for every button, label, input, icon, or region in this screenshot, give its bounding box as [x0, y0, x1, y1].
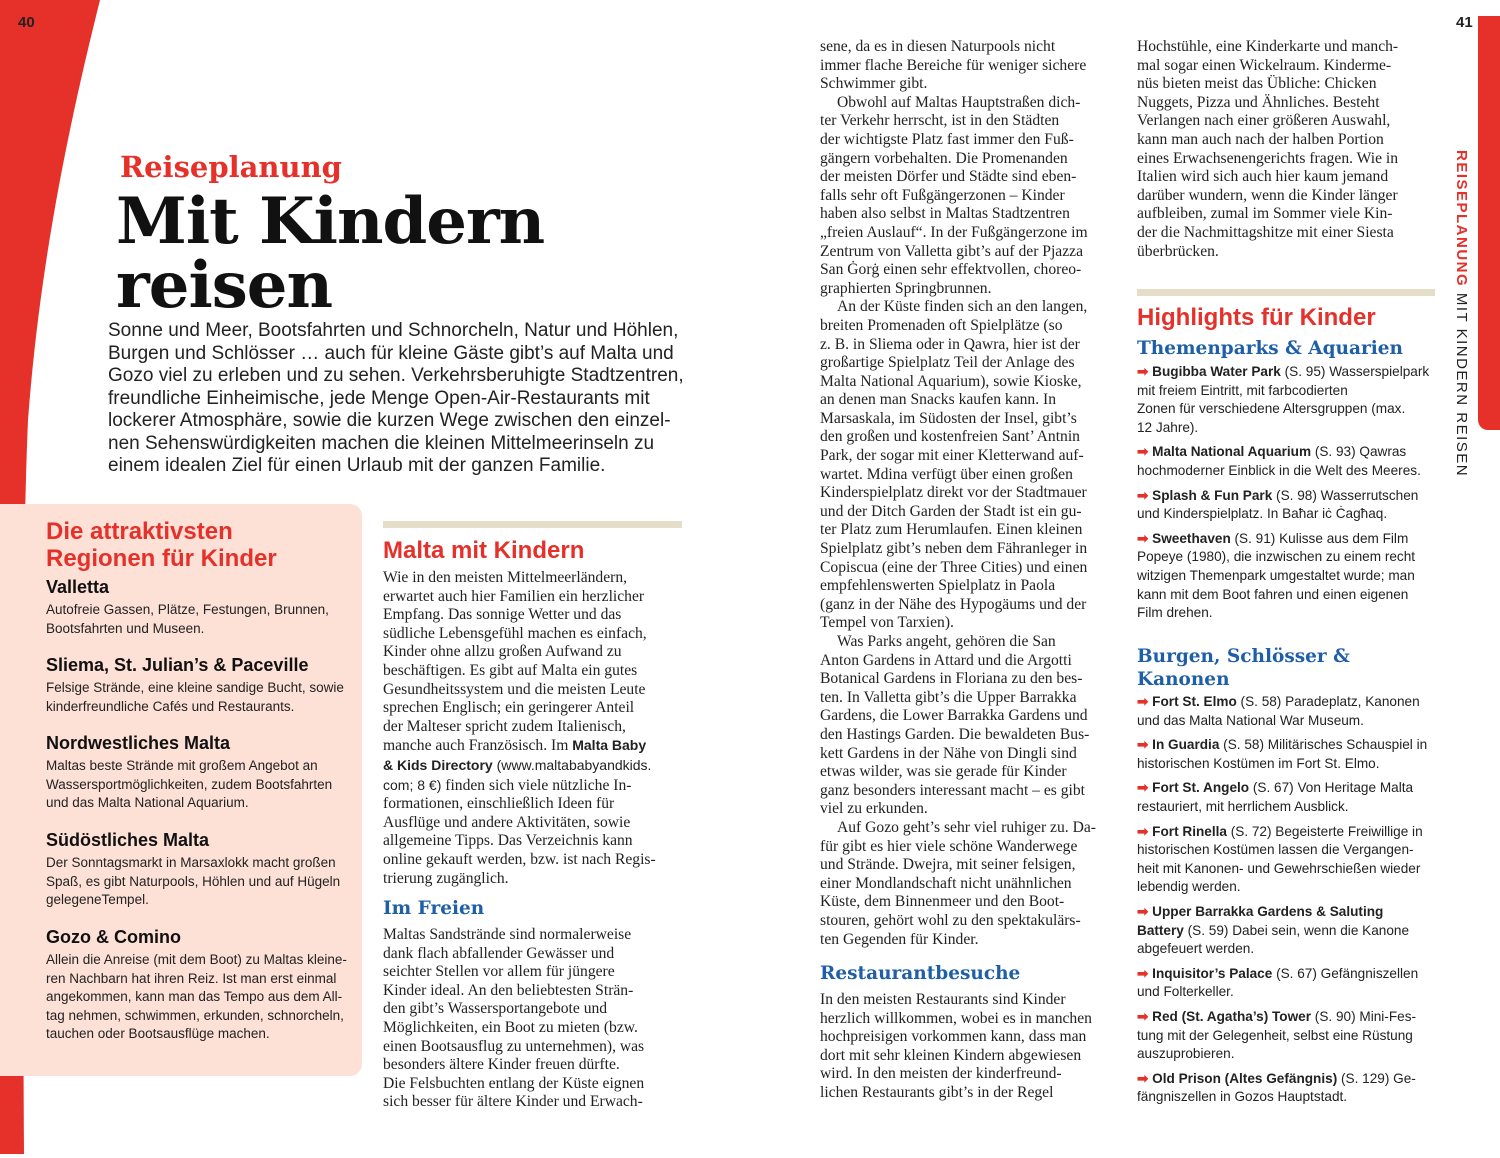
- text-line: immer flache Bereiche für weniger sichere: [820, 56, 1087, 74]
- text-line: [1137, 530, 1442, 549]
- text-line: trierung zugänglich.: [383, 869, 509, 887]
- region-text: Felsige Strände, eine kleine sandige Bucht, sowie: [46, 680, 344, 695]
- chapter-tab-light: MIT KINDERN REISEN: [1453, 287, 1470, 478]
- intro-line: einem idealen Ziel für einen Urlaub mit der ganzen Familie.: [108, 455, 606, 476]
- highlight-name: Upper Barrakka Gardens & Saluting: [1152, 903, 1384, 919]
- chapter-tab-bold: REISEPLANUNG: [1453, 150, 1470, 288]
- burgen-heading: [1137, 645, 1350, 691]
- text-line: der Malteser spricht zudem Italienisch,: [383, 717, 626, 735]
- text-line: [1137, 443, 1442, 462]
- text-line: erwartet auch hier Familien ein herzlicher: [383, 587, 645, 605]
- highlight-name: Fort St. Elmo: [1152, 694, 1237, 709]
- text-line: Tempel von Tarxien).: [820, 614, 954, 632]
- region-text: ren Nachbarn hat ihren Reiz. Ist man erst einmal: [46, 970, 337, 986]
- text-line: Nuggets, Pizza und Ähnliches. Besteht: [1137, 93, 1380, 111]
- text-line: etwas wilder, was sie gerade für Kinder: [820, 763, 1067, 781]
- text-line: [1137, 965, 1442, 984]
- text-line: online gekauft werden, bzw. ist nach Regis-: [383, 850, 656, 868]
- highlight-item: [1137, 530, 1442, 623]
- text-line: und der Ditch Garden der Stadt ist ein gu-: [820, 502, 1082, 520]
- text-line: Park, der sogar mit einer Kletterwand auf-: [820, 447, 1084, 465]
- text-line: kann mit dem Boot fahren und einen eigenen: [1137, 586, 1409, 602]
- text-line: [1137, 363, 1442, 382]
- text-line: ter Verkehr herrscht, ist in den Städten: [820, 112, 1060, 130]
- burgen-list: [1137, 693, 1442, 1107]
- text-line: Zonen für verschiedene Altersgruppen (max.: [1137, 401, 1406, 417]
- text-line: Botanical Gardens in Floriana zu den bes-: [820, 670, 1083, 688]
- region-item: [46, 733, 356, 830]
- text-line: tung mit der Gelegenheit, selbst eine Rüstung: [1137, 1027, 1413, 1043]
- highlight-item: [1137, 965, 1442, 1002]
- text-line: Was Parks angeht, gehören die San: [837, 633, 1056, 650]
- im-freien-heading: Im Freien: [383, 898, 485, 919]
- region-text: tag nehmen, schwimmen, erkunden, schnorcheln,: [46, 1007, 344, 1023]
- highlight-item: [1137, 823, 1442, 897]
- text-run: manche auch Französisch. Im: [383, 737, 573, 755]
- text-line: witzigen Themenpark umgestaltet wurde; man: [1137, 567, 1415, 583]
- text-line: [1137, 736, 1442, 755]
- regions-heading-line: Regionen für Kinder: [46, 545, 277, 572]
- text-line: stouren, gehört wohl zu den spektakulärs-: [820, 911, 1081, 929]
- text-line: den gibt’s Wassersportangebote und: [383, 1000, 608, 1018]
- intro-line: Burgen und Schlösser … auch für kleine Gäste gibt’s auf Malta und: [108, 342, 674, 364]
- text-run: finden sich viele nützliche In-: [441, 776, 632, 794]
- text-line: einen Bootsausflug zu unternehmen), was: [383, 1037, 645, 1055]
- text-line: [383, 736, 683, 756]
- highlight-item: [1137, 779, 1442, 816]
- heading-line: Burgen, Schlösser &: [1137, 646, 1350, 667]
- highlight-item: [1137, 487, 1442, 524]
- region-text: Autofreie Gassen, Plätze, Festungen, Brunnen,: [46, 602, 329, 617]
- text-line: Malta National Aquarium), sowie Kioske,: [820, 372, 1082, 390]
- text-line: fängniszellen in Gozos Hauptstadt.: [1137, 1089, 1348, 1105]
- region-text: angekommen, kann man das Tempo aus dem All-: [46, 989, 343, 1005]
- text-line: dank flach abfallender Gewässer und: [383, 944, 615, 962]
- highlight-item: [1137, 443, 1442, 480]
- text-line: der meisten Dörfer und Städte sind eben-: [820, 168, 1077, 186]
- title-line-2: reisen: [116, 248, 333, 323]
- text-line: aufbleiben, zumal im Sommer viele Kin-: [1137, 205, 1393, 223]
- region-text: Spaß, es gibt Naturpools, Höhlen und auf Hügeln: [46, 873, 341, 889]
- highlight-name: Fort St. Angelo: [1152, 780, 1250, 796]
- text-line: z. B. in Sliema oder in Qawra, hier ist der: [820, 335, 1080, 353]
- text-line: für gibt es hier viele schöne Wanderwege: [820, 837, 1078, 855]
- text-line: überbrücken.: [1137, 242, 1219, 260]
- malta-mit-kindern-text: [383, 569, 683, 888]
- text-line: sich besser für ältere Kinder und Erwach-: [383, 1093, 643, 1111]
- text-run: (S. 67) Von Heritage Malta: [1249, 780, 1414, 796]
- highlight-item: [1137, 693, 1442, 730]
- text-line: kann man auch nach der halben Portion: [1137, 130, 1384, 148]
- text-line: breiten Promenaden oft Spielplätze (so: [820, 316, 1063, 334]
- arrow-right-icon: ➡: [1137, 444, 1149, 460]
- text-line: mit freiem Eintritt, mit farbcodierten: [1137, 382, 1348, 398]
- highlights-heading: Highlights für Kinder: [1137, 304, 1376, 331]
- text-run: (S. 72) Begeisterte Freiwillige in: [1226, 823, 1423, 839]
- text-line: sprechen Englisch; ein geringerer Anteil: [383, 699, 635, 717]
- text-run: (S. 98) Wasserrutschen: [1272, 487, 1419, 503]
- text-line: und Strände. Dwejra, mit seiner felsigen,: [820, 856, 1076, 874]
- text-line: „freien Auslauf“. In der Fußgängerzone im: [820, 223, 1088, 241]
- text-line: ter Platz zum Herumlaufen. Einen kleinen: [820, 521, 1083, 539]
- column-3-text: [820, 38, 1120, 949]
- text-run: (S. 59) Dabei sein, wenn die Kanone: [1183, 922, 1410, 938]
- text-line: viel zu erkunden.: [820, 800, 928, 818]
- text-line: Hochstühle, eine Kinderkarte und manch-: [1137, 38, 1399, 55]
- text-line: besonders ältere Kinder freuen dürfte.: [383, 1056, 620, 1074]
- text-line: Maltas Sandstrände sind normalerweise: [383, 926, 632, 943]
- text-line: lebendig werden.: [1137, 879, 1241, 895]
- text-line: Spielplatz gibt’s neben dem Fähranleger in: [820, 540, 1088, 558]
- intro-paragraph: [108, 320, 688, 478]
- text-line: Kinder ohne allzu großen Aufwand zu: [383, 643, 622, 661]
- text-run: (S. 129) Ge-: [1337, 1070, 1416, 1086]
- text-line: südliche Lebensgefühl machen es einfach,: [383, 624, 647, 642]
- text-line: Popeye (1980), die inzwischen zu einem recht: [1137, 549, 1416, 565]
- region-item: [46, 655, 356, 733]
- text-line: beschäftigen. Es gibt auf Malta ein gutes: [383, 661, 638, 679]
- restaurantbesuche-text: [820, 991, 1120, 1103]
- intro-line: freundliche Einheimische, jede Menge Open-Air-Restaurants mit: [108, 387, 650, 409]
- text-run: (S. 58) Militärisches Schauspiel in: [1219, 737, 1428, 753]
- text-line: An der Küste finden sich an den langen,: [837, 298, 1088, 316]
- highlight-name: Sweethaven: [1152, 530, 1231, 546]
- column-4-text: [1137, 38, 1437, 261]
- arrow-right-icon: ➡: [1137, 1008, 1149, 1024]
- text-line: wird. In den meisten der kinderfreund-: [820, 1065, 1062, 1083]
- restaurantbesuche-heading: Restaurantbesuche: [820, 963, 1021, 984]
- chapter-tab-bar: [1478, 16, 1500, 430]
- text-line: restauriert, mit herrlichem Ausblick.: [1137, 798, 1349, 814]
- title-line-1: Mit Kindern: [116, 184, 545, 259]
- regions-heading: [46, 518, 277, 572]
- text-line: Copiscua (eine der Three Cities) und einen: [820, 558, 1088, 576]
- text-line: falls sehr oft Fußgängerzonen – Kinder: [820, 186, 1065, 204]
- directory-url: com; 8 €): [383, 776, 442, 793]
- text-line: graphierten Springbrunnen.: [820, 279, 992, 297]
- text-line: formationen, einschließlich Ideen für: [383, 795, 615, 813]
- text-line: (ganz in der Nähe des Hypogäums und der: [820, 595, 1087, 613]
- text-line: wartet. Mdina verfügt über einen großen: [820, 465, 1073, 483]
- text-line: Küste, dem Binnenmeer und den Boot-: [820, 893, 1065, 911]
- text-line: [383, 776, 683, 796]
- text-line: der wichtigste Platz fast immer den Fuß-: [820, 130, 1074, 148]
- arrow-right-icon: ➡: [1137, 965, 1149, 981]
- text-line: Empfang. Das sonnige Wetter und das: [383, 606, 622, 624]
- text-line: Kinder ideal. An den beliebtesten Strän-: [383, 981, 634, 999]
- text-line: [1137, 487, 1442, 506]
- text-line: Zentrum von Valletta gibt’s auf der Pjazza: [820, 242, 1083, 260]
- malta-mit-kindern-heading: Malta mit Kindern: [383, 537, 585, 564]
- highlight-name: Inquisitor’s Palace: [1152, 965, 1273, 981]
- text-line: ten Gegenden für Kinder.: [820, 930, 979, 948]
- region-text: Maltas beste Strände mit großem Angebot an: [46, 758, 318, 773]
- page-number-right: 41: [1456, 14, 1473, 31]
- highlight-name: Battery: [1137, 922, 1184, 938]
- text-line: Marsaskala, im Südosten der Insel, gibt’s: [820, 409, 1077, 427]
- text-line: historischen Kostümen lassen die Vergangen-: [1137, 842, 1414, 858]
- highlight-name: Fort Rinella: [1152, 823, 1227, 839]
- region-name: Gozo & Comino: [46, 927, 181, 947]
- text-line: an denen man Snacks kaufen kann. In: [820, 391, 1056, 409]
- text-line: einer Mondlandschaft nicht unähnlichen: [820, 874, 1072, 892]
- arrow-right-icon: ➡: [1137, 1070, 1149, 1086]
- chapter-tab-text: [1453, 150, 1470, 477]
- region-name: Valletta: [46, 577, 110, 597]
- text-line: und Folterkeller.: [1137, 984, 1234, 1000]
- arrow-right-icon: ➡: [1137, 737, 1149, 753]
- directory-name: Malta Baby: [572, 737, 647, 754]
- text-line: nüs bieten meist das Übliche: Chicken: [1137, 75, 1377, 93]
- intro-line: Sonne und Meer, Bootsfahrten und Schnorcheln, Natur und Höhlen,: [108, 320, 679, 341]
- region-text: kinderfreundliche Cafés und Restaurants.: [46, 698, 295, 714]
- text-line: San Ġorġ einen sehr effektvollen, choreo-: [820, 261, 1082, 279]
- text-line: [1137, 903, 1442, 922]
- im-freien-text: [383, 926, 683, 1112]
- text-line: Wie in den meisten Mittelmeerländern,: [383, 569, 628, 586]
- text-line: Film drehen.: [1137, 605, 1213, 621]
- text-line: heit mit Kanonen- und Gewehrschießen wieder: [1137, 860, 1421, 876]
- text-line: historischen Kostümen im Fort St. Elmo.: [1137, 755, 1380, 771]
- text-line: darüber wundern, wenn die Kinder länger: [1137, 186, 1398, 204]
- highlight-name: Old Prison (Altes Gefängnis): [1152, 1070, 1338, 1086]
- region-text: gelegeneTempel.: [46, 892, 149, 908]
- text-line: herzlich willkommen, wobei es in manchen: [820, 1009, 1092, 1027]
- arrow-right-icon: ➡: [1137, 780, 1149, 796]
- text-line: und Kinderspielplatz. In Baħar iċ Ċagħaq.: [1137, 506, 1388, 522]
- text-line: Die Felsbuchten entlang der Küste eignen: [383, 1074, 645, 1092]
- region-item: [46, 927, 356, 1044]
- directory-name: & Kids Directory: [383, 756, 493, 773]
- text-line: allgemeine Tipps. Das Verzeichnis kann: [383, 832, 633, 850]
- highlight-item: [1137, 1070, 1442, 1107]
- page-number-left: 40: [18, 14, 35, 31]
- text-line: auszuprobieren.: [1137, 1046, 1235, 1062]
- text-line: Ausflüge und andere Aktivitäten, sowie: [383, 813, 631, 831]
- text-line: ten. In Valletta gibt’s die Upper Barrakka: [820, 688, 1077, 706]
- text-run: (S. 90) Mini-Fes-: [1311, 1008, 1417, 1024]
- region-item: [46, 830, 356, 927]
- text-line: Gesundheitssystem und die meisten Leute: [383, 680, 646, 698]
- arrow-right-icon: ➡: [1137, 487, 1149, 503]
- text-line: Kinderspielplatz direkt vor der Stadtmauer: [820, 484, 1087, 502]
- arrow-right-icon: ➡: [1137, 903, 1149, 919]
- text-line: Möglichkeiten, ein Boot zu mieten (bzw.: [383, 1018, 638, 1036]
- column-rule: [1137, 289, 1435, 296]
- page-title: [116, 184, 545, 323]
- text-line: gängern vorbehalten. Die Promenanden: [820, 149, 1068, 167]
- text-line: Auf Gozo geht’s sehr viel ruhiger zu. Da-: [837, 818, 1096, 836]
- text-line: seichter Stellen vor allem für jüngere: [383, 963, 615, 981]
- regions-list: [46, 577, 356, 1044]
- themenparks-heading: Themenparks & Aquarien: [1137, 338, 1403, 359]
- chapter-tab-label: [1448, 150, 1476, 478]
- text-line: eines Erwachsenengerichts fragen. Wie in: [1137, 149, 1399, 167]
- region-text: tauchen oder Bootsausflüge machen.: [46, 1026, 270, 1042]
- region-text: Der Sonntagsmarkt in Marsaxlokk macht großen: [46, 855, 336, 870]
- region-text: Allein die Anreise (mit dem Boot) zu Maltas kleine-: [46, 952, 347, 967]
- text-line: mal sogar einen Wickelraum. Kinderme-: [1137, 56, 1392, 74]
- text-line: großartige Spielplatz Teil der Anlage des: [820, 354, 1075, 372]
- text-line: [1137, 823, 1442, 842]
- text-line: empfehlenswerten Spielplatz in Paola: [820, 577, 1056, 595]
- text-run: (S. 58) Paradeplatz, Kanonen: [1236, 694, 1420, 709]
- text-line: sene, da es in diesen Naturpools nicht: [820, 38, 1056, 55]
- text-line: abgefeuert werden.: [1137, 941, 1255, 957]
- intro-line: nen Sehenswürdigkeiten machen die kleinen Mittelmeerinseln zu: [108, 432, 655, 454]
- text-line: ganz besonders interessant macht – es gibt: [820, 781, 1086, 799]
- highlight-item: [1137, 1008, 1442, 1064]
- section-kicker: Reiseplanung: [120, 150, 342, 184]
- themenparks-list: [1137, 363, 1442, 623]
- highlight-name: Malta National Aquarium: [1152, 444, 1312, 460]
- text-line: hochpreisigen vorkommen kann, dass man: [820, 1028, 1087, 1046]
- highlight-item: [1137, 363, 1442, 437]
- region-item: [46, 577, 356, 655]
- column-rule: [383, 521, 682, 528]
- regions-heading-line: Die attraktivsten: [46, 518, 233, 545]
- highlight-name: Splash & Fun Park: [1152, 487, 1273, 503]
- text-line: lichen Restaurants gibt’s in der Regel: [820, 1083, 1054, 1101]
- region-text: und das Malta National Aquarium.: [46, 795, 249, 811]
- text-line: [1137, 779, 1442, 798]
- text-line: Schwimmer gibt.: [820, 75, 928, 93]
- directory-url: (www.maltababyandkids.: [492, 756, 652, 773]
- heading-line: Kanonen: [1137, 669, 1230, 690]
- highlight-item: [1137, 736, 1442, 773]
- text-line: Anton Gardens in Attard und die Argotti: [820, 651, 1072, 669]
- text-line: [1137, 693, 1442, 712]
- text-line: 12 Jahre).: [1137, 419, 1199, 435]
- text-line: Obwohl auf Maltas Hauptstraßen dich-: [837, 93, 1081, 111]
- text-line: hochmoderner Einblick in die Welt des Meeres.: [1137, 462, 1421, 478]
- text-line: den Hastings Garden. Die bewaldeten Bus-: [820, 725, 1090, 743]
- text-line: [1137, 1008, 1442, 1027]
- text-line: In den meisten Restaurants sind Kinder: [820, 991, 1066, 1008]
- highlight-item: [1137, 903, 1442, 959]
- text-line: [383, 756, 683, 776]
- intro-line: Gozo viel zu erleben und zu sehen. Verkehrsberuhigte Stadtzentren,: [108, 365, 684, 386]
- text-line: dort mit sehr kleinen Kindern abgewiesen: [820, 1046, 1082, 1064]
- text-run: (S. 67) Gefängniszellen: [1272, 965, 1419, 981]
- text-line: Italien wird sich auch hier kaum jemand: [1137, 168, 1389, 186]
- text-run: (S. 91) Kulisse aus dem Film: [1230, 530, 1409, 546]
- region-text: Wassersportmöglichkeiten, zudem Bootsfahrten: [46, 776, 333, 792]
- highlight-name: Bugibba Water Park: [1152, 364, 1281, 379]
- text-line: Gardens, die Lower Barrakka Gardens und: [820, 707, 1088, 725]
- arrow-right-icon: ➡: [1137, 364, 1149, 379]
- highlight-name: Red (St. Agatha’s) Tower: [1152, 1008, 1312, 1024]
- text-line: und das Malta National War Museum.: [1137, 712, 1364, 728]
- intro-line: lockerer Atmosphäre, sowie die kurzen Wege zwischen den einzel-: [108, 410, 671, 431]
- text-line: den großen und kostenfreien Sant’ Antnin: [820, 428, 1080, 446]
- region-name: Südöstliches Malta: [46, 830, 210, 850]
- region-text: Bootsfahrten und Museen.: [46, 620, 205, 636]
- text-run: (S. 95) Wasserspielpark: [1280, 364, 1430, 379]
- text-line: [1137, 922, 1442, 941]
- text-line: der die Nachmittagshitze mit einer Siesta: [1137, 223, 1394, 241]
- text-run: (S. 93) Qawras: [1311, 444, 1407, 460]
- highlight-name: In Guardia: [1152, 737, 1220, 753]
- arrow-right-icon: ➡: [1137, 823, 1149, 839]
- region-name: Sliema, St. Julian’s & Paceville: [46, 655, 309, 675]
- text-line: Verlangen nach einer größeren Auswahl,: [1137, 112, 1391, 130]
- arrow-right-icon: ➡: [1137, 530, 1149, 546]
- region-name: Nordwestliches Malta: [46, 733, 231, 753]
- text-line: [1137, 1070, 1442, 1089]
- text-line: haben also selbst in Maltas Stadtzentren: [820, 205, 1070, 223]
- text-line: kett Gardens in der Nähe von Dingli sind: [820, 744, 1077, 762]
- arrow-right-icon: ➡: [1137, 694, 1149, 709]
